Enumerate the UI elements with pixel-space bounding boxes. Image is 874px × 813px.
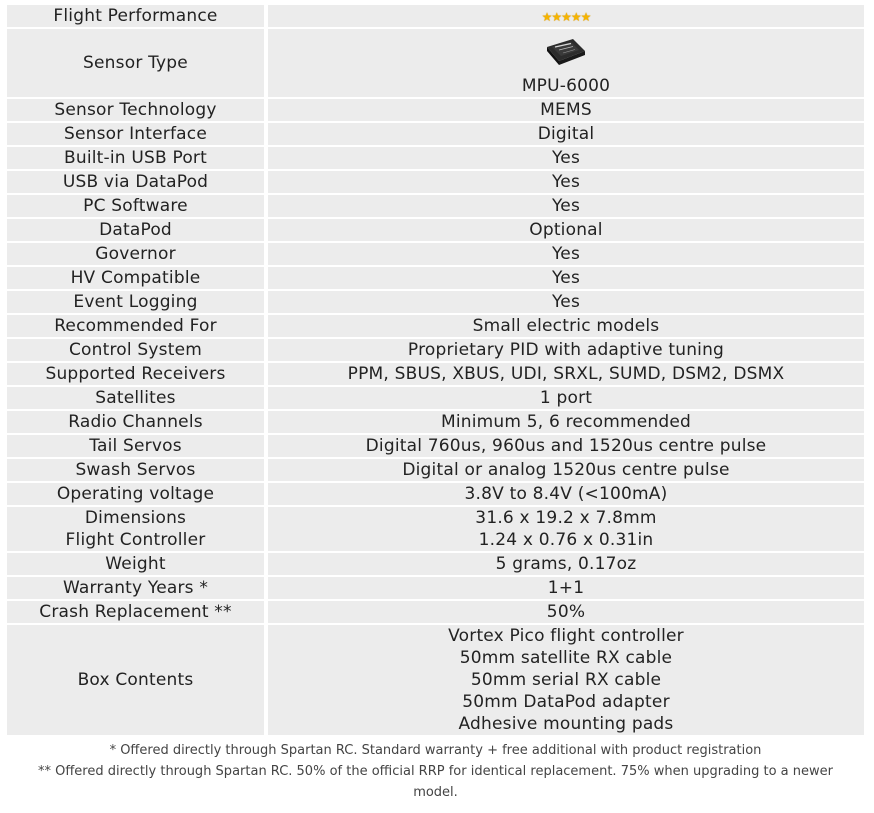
spec-label: Crash Replacement **: [39, 602, 232, 622]
spec-row-radio-channels: [7, 411, 864, 435]
spec-value-cell: [268, 507, 864, 553]
spec-value: Yes: [551, 196, 581, 216]
spec-value: Minimum 5, 6 recommended: [440, 412, 692, 432]
spec-label: Warranty Years *: [62, 578, 209, 598]
spec-value-cell: [268, 99, 864, 123]
spec-value: PPM, SBUS, XBUS, UDI, SRXL, SUMD, DSM2, DSMX: [347, 364, 785, 384]
spec-value: Yes: [551, 172, 581, 192]
footnote-crash: ** Offered directly through Spartan RC. 50% of the official RRP for identical replacement. 75% when upgrading to a newer: [37, 764, 833, 779]
spec-label-cell: [7, 387, 268, 411]
spec-value: Yes: [551, 292, 581, 312]
spec-row-control-system: [7, 339, 864, 363]
spec-label-cell: [7, 123, 268, 147]
spec-row-supported-receivers: [7, 363, 864, 387]
spec-label: USB via DataPod: [62, 172, 209, 192]
spec-value-cell: [268, 195, 864, 219]
spec-row-tail-servos: [7, 435, 864, 459]
spec-label: Flight Performance: [53, 6, 218, 26]
spec-label-cell: [7, 483, 268, 507]
spec-row-flight-performance: [7, 5, 864, 29]
spec-label-cell: [7, 435, 268, 459]
spec-label-cell: [7, 243, 268, 267]
footnote-crash-cont: model.: [413, 785, 458, 800]
spec-value: Optional: [529, 220, 603, 240]
spec-label: Sensor Type: [83, 53, 188, 73]
chip-icon: [543, 35, 589, 69]
spec-value-cell: [268, 435, 864, 459]
spec-value-cell: [268, 625, 864, 737]
spec-label-cell: [7, 411, 268, 435]
star-icon: ★: [561, 10, 571, 24]
spec-value: 1.24 x 0.76 x 0.31in: [478, 530, 654, 550]
spec-value: 31.6 x 19.2 x 7.8mm: [475, 508, 657, 528]
spec-row-sensor-technology: [7, 99, 864, 123]
spec-label-cell: [7, 29, 268, 99]
spec-value: 50%: [546, 602, 586, 622]
spec-label-cell: [7, 5, 268, 29]
spec-value-cell: [268, 483, 864, 507]
spec-value-cell: [268, 5, 864, 29]
spec-row-sensor-type: [7, 29, 864, 99]
spec-value: 50mm satellite RX cable: [459, 648, 673, 668]
spec-row-datapod: [7, 219, 864, 243]
star-icon: ★: [580, 10, 591, 24]
spec-row-operating-voltage: [7, 483, 864, 507]
footnotes: [7, 740, 864, 803]
spec-label: Recommended For: [54, 316, 217, 336]
spec-value-cell: [268, 267, 864, 291]
spec-row-governor: [7, 243, 864, 267]
spec-label-cell: [7, 459, 268, 483]
spec-row-crash-replacement: [7, 601, 864, 625]
spec-label-cell: [7, 291, 268, 315]
spec-label: DataPod: [99, 220, 172, 240]
spec-label: Governor: [95, 244, 176, 264]
rating-stars: [542, 11, 591, 23]
spec-row-hv-compatible: [7, 267, 864, 291]
spec-label-cell: [7, 507, 268, 553]
spec-value-cell: [268, 123, 864, 147]
spec-label-cell: [7, 363, 268, 387]
spec-label: Supported Receivers: [45, 364, 226, 384]
spec-label-cell: [7, 339, 268, 363]
spec-value-cell: [268, 171, 864, 195]
spec-label-cell: [7, 553, 268, 577]
spec-label: Swash Servos: [75, 460, 196, 480]
star-icon: ★: [570, 10, 581, 24]
spec-label: Control System: [68, 340, 203, 360]
spec-value: Proprietary PID with adaptive tuning: [407, 340, 725, 360]
spec-value: MPU-6000: [521, 76, 611, 96]
spec-value: 5 grams, 0.17oz: [495, 554, 637, 574]
spec-value: Yes: [551, 268, 581, 288]
spec-value-cell: [268, 291, 864, 315]
spec-row-usb-via-datapod: [7, 171, 864, 195]
sensor-chip-image: [268, 29, 864, 75]
spec-value: Digital 760us, 960us and 1520us centre pulse: [365, 436, 767, 456]
spec-row-event-logging: [7, 291, 864, 315]
spec-label-cell: [7, 601, 268, 625]
spec-value: Adhesive mounting pads: [458, 714, 674, 734]
footnote-warranty: * Offered directly through Spartan RC. Standard warranty + free additional with product registration: [109, 743, 762, 758]
spec-label-cell: [7, 195, 268, 219]
spec-row-built-in-usb-port: [7, 147, 864, 171]
star-icon: ★: [551, 10, 562, 24]
spec-row-box-contents: [7, 625, 864, 737]
spec-table: [7, 5, 864, 737]
spec-label-cell: [7, 99, 268, 123]
spec-value: 1 port: [539, 388, 593, 408]
star-icon: ★: [541, 10, 552, 24]
spec-value-cell: [268, 459, 864, 483]
spec-value: MEMS: [540, 100, 592, 120]
spec-label: Flight Controller: [65, 530, 206, 550]
spec-value: 50mm DataPod adapter: [462, 692, 670, 712]
spec-row-warranty-years: [7, 577, 864, 601]
spec-label: Sensor Technology: [54, 100, 217, 120]
spec-row-satellites: [7, 387, 864, 411]
spec-value-cell: [268, 339, 864, 363]
spec-label: Sensor Interface: [64, 124, 207, 144]
spec-value: 1+1: [547, 578, 585, 598]
spec-value-cell: [268, 363, 864, 387]
spec-row-weight: [7, 553, 864, 577]
spec-label-cell: [7, 219, 268, 243]
spec-row-swash-servos: [7, 459, 864, 483]
spec-value-cell: [268, 553, 864, 577]
spec-value-cell: [268, 601, 864, 625]
spec-value-cell: [268, 387, 864, 411]
spec-label: Event Logging: [73, 292, 198, 312]
spec-label: Box Contents: [77, 670, 194, 690]
spec-label-cell: [7, 147, 268, 171]
spec-label-cell: [7, 625, 268, 737]
spec-value: Digital or analog 1520us centre pulse: [402, 460, 730, 480]
spec-row-dimensions: [7, 507, 864, 553]
spec-value-cell: [268, 315, 864, 339]
spec-value: 50mm serial RX cable: [470, 670, 662, 690]
spec-value-cell: [268, 147, 864, 171]
spec-label-cell: [7, 315, 268, 339]
spec-label: Dimensions: [84, 508, 187, 528]
spec-row-recommended-for: [7, 315, 864, 339]
spec-value: Small electric models: [472, 316, 660, 336]
spec-label: PC Software: [83, 196, 188, 216]
spec-label: Weight: [105, 554, 166, 574]
spec-value-cell: [268, 29, 864, 99]
spec-value: 3.8V to 8.4V (<100mA): [464, 484, 668, 504]
spec-value: Yes: [551, 244, 581, 264]
spec-label: Built-in USB Port: [64, 148, 207, 168]
spec-label: Satellites: [95, 388, 176, 408]
spec-value-cell: [268, 577, 864, 601]
spec-label-cell: [7, 171, 268, 195]
spec-label: HV Compatible: [70, 268, 201, 288]
spec-label: Operating voltage: [56, 484, 215, 504]
spec-label-cell: [7, 267, 268, 291]
spec-row-pc-software: [7, 195, 864, 219]
spec-value-cell: [268, 411, 864, 435]
spec-value: Digital: [537, 124, 595, 144]
spec-label: Radio Channels: [68, 412, 203, 432]
spec-label-cell: [7, 577, 268, 601]
spec-value-cell: [268, 243, 864, 267]
spec-value: Vortex Pico flight controller: [448, 626, 684, 646]
spec-value-cell: [268, 219, 864, 243]
spec-row-sensor-interface: [7, 123, 864, 147]
spec-label: Tail Servos: [89, 436, 182, 456]
spec-value: Yes: [551, 148, 581, 168]
